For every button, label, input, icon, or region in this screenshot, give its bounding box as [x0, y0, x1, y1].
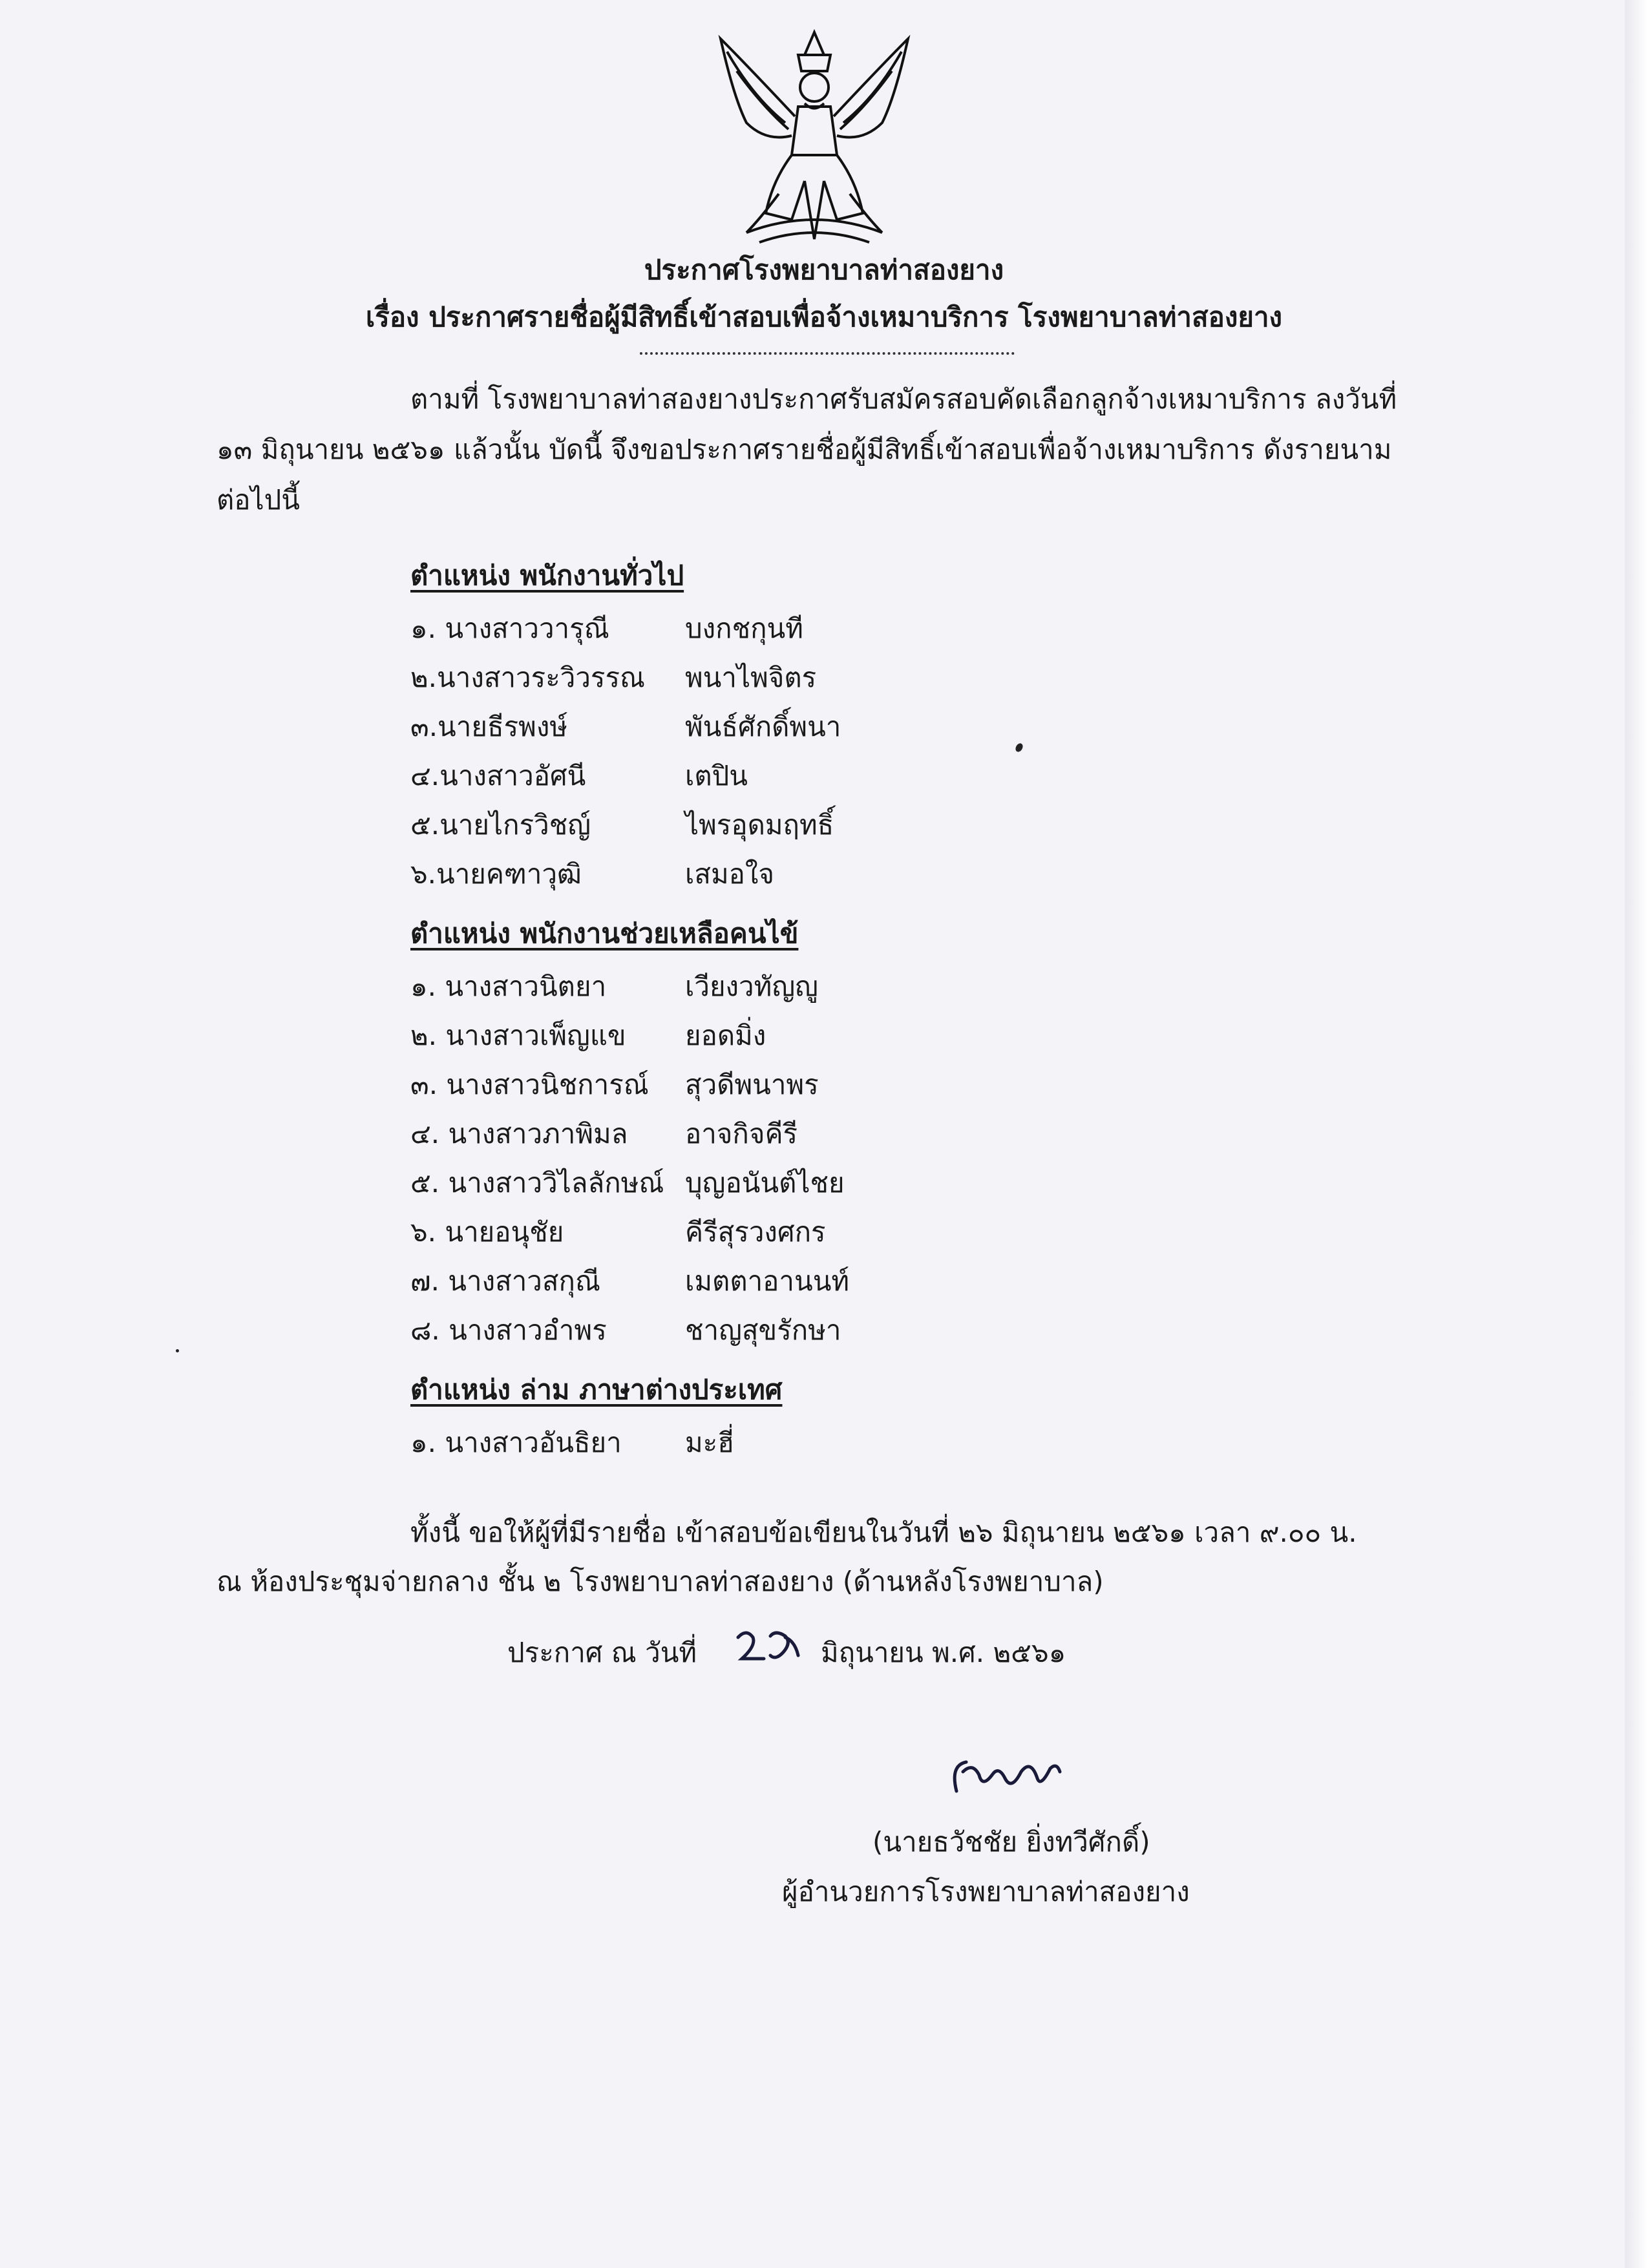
- signatory-position: ผู้อำนวยการโรงพยาบาลท่าสองยาง: [782, 1876, 1190, 1907]
- first-name: ๔.นางสาวอัศนี: [410, 760, 586, 792]
- list-item: [410, 1014, 766, 1057]
- last-name: บงกชกุนที: [685, 613, 803, 644]
- last-name: เมตตาอานนท์: [685, 1265, 850, 1297]
- first-name: ๓.นายธีรพงษ์: [410, 711, 568, 742]
- list-item: [410, 1113, 798, 1155]
- list-item: [410, 1422, 734, 1464]
- last-name: พันธ์ศักดิ์พนา: [685, 711, 841, 742]
- last-name: มะฮี่: [685, 1427, 734, 1458]
- handwritten-day: [730, 1623, 808, 1668]
- last-name: ไพรอุดมฤทธิ์: [685, 809, 834, 841]
- closing-line-2: ณ ห้องประชุมจ่ายกลาง ชั้น ๒ โรงพยาบาลท่าสองยาง (ด้านหลังโรงพยาบาล): [217, 1566, 1104, 1597]
- announce-date-prefix: ประกาศ ณ วันที่: [507, 1637, 697, 1668]
- announcement-subject: เรื่อง ประกาศรายชื่อผู้มีสิทธิ์เข้าสอบเพื่อจ้างเหมาบริการ โรงพยาบาลท่าสองยาง: [365, 301, 1283, 333]
- list-item: [410, 607, 803, 650]
- list-item: [410, 853, 774, 896]
- last-name: สุวดีพนาพร: [685, 1069, 819, 1100]
- scan-speck: [1014, 742, 1024, 753]
- intro-line-1: ตามที่ โรงพยาบาลท่าสองยางประกาศรับสมัครสอบคัดเลือกลูกจ้างเหมาบริการ ลงวันที่: [410, 383, 1397, 415]
- list-item: [410, 1309, 841, 1352]
- intro-line-2: ๑๓ มิถุนายน ๒๕๖๑ แล้วนั้น บัดนี้ จึงขอประกาศรายชื่อผู้มีสิทธิ์เข้าสอบเพื่อจ้างเหมาบริการ ดังรายนาม: [217, 434, 1392, 465]
- first-name: ๓. นางสาวนิชการณ์: [410, 1069, 649, 1100]
- signature-image: [944, 1752, 1073, 1811]
- last-name: คีรีสุรวงศกร: [685, 1216, 826, 1248]
- first-name: ๑. นางสาวอันธิยา: [410, 1427, 622, 1458]
- last-name: เสมอใจ: [685, 858, 775, 890]
- list-item: [410, 804, 834, 846]
- last-name: พนาไพจิตร: [685, 662, 817, 693]
- list-item: [410, 1064, 819, 1106]
- first-name: ๑. นางสาวนิตยา: [410, 971, 607, 1002]
- signatory-name: (นายธวัชชัย ยิ่งทวีศักดิ์): [872, 1826, 1150, 1858]
- list-item: [410, 1162, 845, 1204]
- last-name: เตปิน: [685, 760, 748, 792]
- handwritten-day-text: ๒๕: [730, 1623, 732, 1624]
- announcement-title: ประกาศโรงพยาบาลท่าสองยาง: [644, 254, 1004, 286]
- announce-month-year: มิถุนายน พ.ศ. ๒๕๖๑: [821, 1637, 1066, 1668]
- list-item: [410, 755, 748, 797]
- last-name: อาจกิจคีรี: [685, 1118, 798, 1150]
- list-item: [410, 1211, 826, 1254]
- last-name: ชาญสุขรักษา: [685, 1314, 841, 1346]
- first-name: ๗. นางสาวสกุณี: [410, 1265, 600, 1297]
- garuda-emblem-icon: [708, 26, 921, 255]
- first-name: ๑. นางสาววารุณี: [410, 613, 609, 644]
- list-item: [410, 965, 818, 1008]
- scan-edge: [1625, 0, 1648, 2268]
- list-item: [410, 1260, 849, 1303]
- first-name: ๕.นายไกรวิชญ์: [410, 809, 591, 841]
- section-heading-patient-assistant: ตำแหน่ง พนักงานช่วยเหลือคนไข้: [410, 918, 799, 949]
- last-name: ยอดมิ่ง: [685, 1020, 766, 1051]
- first-name: ๕. นางสาววิไลลักษณ์: [410, 1167, 664, 1199]
- first-name: ๖.นายคฑาวุฒิ: [410, 858, 582, 890]
- list-item: [410, 656, 816, 699]
- first-name: ๘. นางสาวอำพร: [410, 1314, 607, 1346]
- dotted-divider: [640, 352, 1015, 355]
- last-name: บุญอนันต์ไชย: [685, 1167, 845, 1199]
- first-name: ๔. นางสาวภาพิมล: [410, 1118, 628, 1150]
- intro-line-3: ต่อไปนี้: [217, 484, 300, 516]
- first-name: ๒.นางสาวระวิวรรณ: [410, 662, 646, 693]
- list-item: [410, 706, 841, 748]
- scan-speck: [176, 1349, 179, 1352]
- closing-line-1: ทั้งนี้ ขอให้ผู้ที่มีรายชื่อ เข้าสอบข้อเขียนในวันที่ ๒๖ มิถุนายน ๒๕๖๑ เวลา ๙.๐๐ น.: [410, 1517, 1357, 1548]
- section-heading-interpreter: ตำแหน่ง ล่าม ภาษาต่างประเทศ: [410, 1374, 783, 1405]
- first-name: ๖. นายอนุชัย: [410, 1216, 564, 1248]
- last-name: เวียงวทัญญู: [685, 971, 818, 1002]
- section-heading-general-staff: ตำแหน่ง พนักงานทั่วไป: [410, 560, 684, 591]
- first-name: ๒. นางสาวเพ็ญแข: [410, 1020, 626, 1051]
